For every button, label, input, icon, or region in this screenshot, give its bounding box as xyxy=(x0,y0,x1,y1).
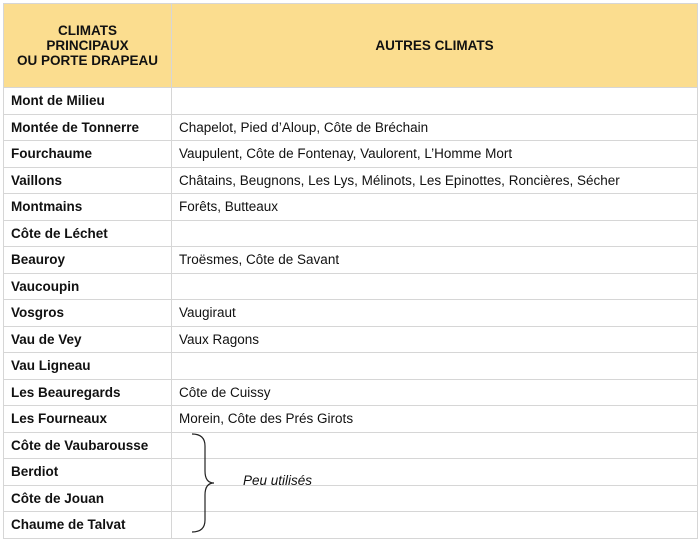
climats-table xyxy=(3,3,698,539)
table-row xyxy=(4,326,698,353)
autres-climats-cell xyxy=(172,220,698,247)
climat-principal-cell: Les Beauregards xyxy=(4,379,172,406)
climat-principal-cell: Côte de Vaubarousse xyxy=(4,432,172,459)
table-row xyxy=(4,300,698,327)
climat-principal-cell: Montée de Tonnerre xyxy=(4,114,172,141)
table-row xyxy=(4,220,698,247)
table-row xyxy=(4,459,698,486)
table-body xyxy=(4,88,698,539)
header-climats-principaux xyxy=(4,4,172,88)
climat-principal-cell: Fourchaume xyxy=(4,141,172,168)
autres-climats-cell: Châtains, Beugnons, Les Lys, Mélinots, Les Epinottes, Roncières, Sécher xyxy=(172,167,698,194)
autres-climats-cell: Morein, Côte des Prés Girots xyxy=(172,406,698,433)
climat-principal-cell: Vau Ligneau xyxy=(4,353,172,380)
autres-climats-cell: Chapelot, Pied d’Aloup, Côte de Bréchain xyxy=(172,114,698,141)
autres-climats-cell: Troësmes, Côte de Savant xyxy=(172,247,698,274)
climat-principal-cell: Vau de Vey xyxy=(4,326,172,353)
autres-climats-cell: Forêts, Butteaux xyxy=(172,194,698,221)
climat-principal-cell: Chaume de Talvat xyxy=(4,512,172,539)
autres-climats-cell xyxy=(172,353,698,380)
autres-climats-cell: Vaugiraut xyxy=(172,300,698,327)
autres-climats-cell xyxy=(172,512,698,539)
table-header xyxy=(4,4,698,88)
peu-utilises-label: Peu utilisés xyxy=(243,473,313,488)
climat-principal-cell: Montmains xyxy=(4,194,172,221)
autres-climats-cell xyxy=(172,273,698,300)
climat-principal-cell: Vosgros xyxy=(4,300,172,327)
header-autres-climats: AUTRES CLIMATS xyxy=(172,4,698,88)
table-row xyxy=(4,114,698,141)
table-row xyxy=(4,485,698,512)
header-row xyxy=(4,4,698,88)
autres-climats-cell xyxy=(172,432,698,459)
table-row xyxy=(4,273,698,300)
table-row xyxy=(4,512,698,539)
climat-principal-cell: Vaillons xyxy=(4,167,172,194)
autres-climats-cell: Vaux Ragons xyxy=(172,326,698,353)
table-row xyxy=(4,194,698,221)
climat-principal-cell: Côte de Léchet xyxy=(4,220,172,247)
header-line: PRINCIPAUX xyxy=(46,38,129,53)
table-row xyxy=(4,379,698,406)
autres-climats-cell xyxy=(172,88,698,115)
table-row xyxy=(4,247,698,274)
header-line: CLIMATS xyxy=(58,23,117,38)
table-row xyxy=(4,88,698,115)
autres-climats-cell: Vaupulent, Côte de Fontenay, Vaulorent, L’Homme Mort xyxy=(172,141,698,168)
autres-climats-cell: Côte de Cuissy xyxy=(172,379,698,406)
climat-principal-cell: Beauroy xyxy=(4,247,172,274)
table-row xyxy=(4,353,698,380)
climat-principal-cell: Les Fourneaux xyxy=(4,406,172,433)
climat-principal-cell: Mont de Milieu xyxy=(4,88,172,115)
table-row xyxy=(4,406,698,433)
climat-principal-cell: Côte de Jouan xyxy=(4,485,172,512)
table-row xyxy=(4,141,698,168)
header-line: OU PORTE DRAPEAU xyxy=(16,53,158,68)
table-row xyxy=(4,432,698,459)
table-row xyxy=(4,167,698,194)
climat-principal-cell: Berdiot xyxy=(4,459,172,486)
brace-icon xyxy=(191,433,215,533)
autres-climats-cell xyxy=(172,485,698,512)
climat-principal-cell: Vaucoupin xyxy=(4,273,172,300)
